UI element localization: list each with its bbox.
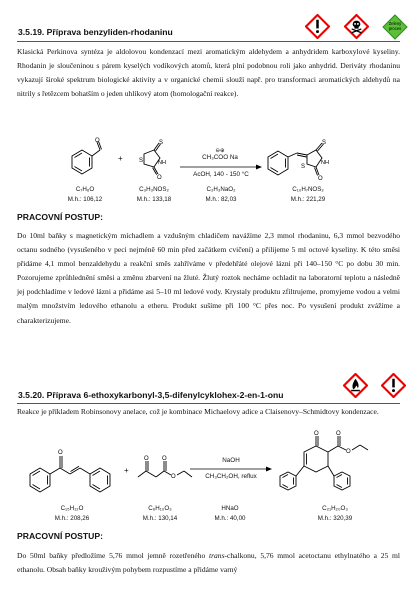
svg-text:O: O <box>162 456 167 462</box>
procedure-heading-1: PRACOVNÍ POSTUP: <box>17 212 103 222</box>
molar-mass: M.h.: 208,26 <box>54 515 90 522</box>
molar-mass: M.h.: 320,39 <box>317 515 353 522</box>
svg-text:NH: NH <box>321 160 329 166</box>
section1-intro: Klasická Perkinova syntéza je aldolovou kondenzací mezi aromatickým aldehydem a anhydridem karboxylové kyseliny. Rhodanin je sloučeninou s párem kyselých vodíkových atomů, která plní podobnou roli jako anhydrid. Deriváty rhodaninu vykazují široké spektrum biologické aktivity a v organické chemii slouží např. pro transformaci aromatických aldehydů na nitrily s řetězcem bohatším o jeden uhlíkový atom (homologační reakce). <box>17 47 400 99</box>
ghs-skull-icon <box>344 14 369 39</box>
section-title-3-5-19: 3.5.19. Příprava benzyliden-rhodaninu <box>18 27 173 37</box>
procedure-text-end: -chalkonu, 5,76 mmol acetoctanu ethylnatého a 25 ml ethanolu. Obsah baňky krouživým pohybem rozpustíme a přidáme varný <box>17 551 400 575</box>
benzaldehyde-structure <box>60 140 110 180</box>
svg-text:O: O <box>314 431 319 437</box>
svg-text:O: O <box>336 431 341 437</box>
section1-procedure: Do 10ml baňky s magnetickým míchadlem a vzdušným chladičem navážíme 2,3 mmol rhodaninu, 6,3 mmol bezvodého octanu sodného (vysušeného v peci nejméně 60 min před začátkem cvičení) a přilijeme 5 ml octové kyseliny. K této směsi přidáme 4,1 mmol benzaldehydu a reakční směs zahříváme v předehřáté olejové lázni při 140–150 °C po dobu 30 min. Pozorujeme zprůhlednění směsi a změnu zbarvení na žluté. Žlutý roztok necháme ochladit na laboratorní teplotu a následně jej podchladíme v ledové lázni a přidáme asi 5–10 ml ledové vody. Krystaly produktu zfiltrujeme, promyjeme vodou a velmi malým množstvím ledového ethanolu a etheru. Produkt sušíme při 100 °C přes noc. Po vysušení produkt zvážíme a charakterizujeme. <box>17 231 400 325</box>
reagent-top-text: CH₃COO Na <box>202 154 238 161</box>
compound-label-6 <box>130 504 190 524</box>
formula: C₂H₃NaO₂ <box>206 186 236 193</box>
benzylidene-rhodanine-structure <box>264 137 354 181</box>
molar-mass: M.h.: 82,03 <box>205 196 237 203</box>
plus-sign-2: + <box>124 466 129 475</box>
rhodanine-structure <box>132 140 172 180</box>
chalcone-structure <box>28 448 123 496</box>
formula: C₆H₁₀O₃ <box>148 505 172 512</box>
svg-text:S: S <box>301 164 306 170</box>
cyclohexenone-product-structure <box>276 432 394 510</box>
svg-text:O: O <box>157 175 162 181</box>
procedure-text-start: Do 50ml baňky předložíme 5,76 mmol jemně rozetřeného <box>17 551 209 560</box>
compound-label-5 <box>42 504 102 524</box>
formula: HNaO <box>221 505 239 512</box>
svg-text:O: O <box>171 474 176 480</box>
formula: C₃H₃NOS₂ <box>139 186 169 193</box>
molar-mass: M.h.: 106,12 <box>67 196 103 203</box>
svg-text:NH: NH <box>158 160 166 166</box>
procedure-text-trans: trans <box>209 551 225 560</box>
svg-text:O: O <box>58 450 63 456</box>
svg-text:O: O <box>318 176 323 182</box>
compound-label-3 <box>191 185 251 205</box>
procedure-heading-2: PRACOVNÍ POSTUP: <box>17 531 103 541</box>
ethyl-acetoacetate-structure <box>136 455 196 485</box>
reaction-arrow-1 <box>180 164 262 170</box>
formula: C₁₅H₁₂O <box>60 505 84 512</box>
ghs-flame-icon <box>343 373 368 398</box>
plus-sign-1: + <box>118 154 123 163</box>
section-divider <box>17 41 400 42</box>
svg-text:S: S <box>159 140 164 146</box>
ghs-exclamation-icon <box>305 14 330 39</box>
svg-text:S: S <box>139 158 144 164</box>
compound-label-2 <box>124 185 184 205</box>
svg-text:O: O <box>346 449 351 455</box>
formula: C₁₀H₇NOS₂ <box>292 186 324 193</box>
molar-mass: M.h.: 133,18 <box>136 196 172 203</box>
svg-text:O: O <box>95 138 100 144</box>
molar-mass: M.h.: 40,00 <box>214 515 246 522</box>
molar-mass: M.h.: 221,29 <box>290 196 326 203</box>
reaction-conditions-1: AcOH, 140 - 150 °C <box>193 171 249 178</box>
formula: C₇H₆O <box>75 186 95 193</box>
compound-label-4 <box>278 185 338 205</box>
reaction-conditions-2: CH₃CH₂OH, reflux <box>205 473 257 480</box>
svg-text:O: O <box>144 456 149 462</box>
formula: C₂₁H₂₀O₃ <box>322 505 348 512</box>
compound-label-8 <box>305 504 365 524</box>
green-badge-line-2: proces <box>388 25 402 31</box>
compound-label-7 <box>200 504 260 524</box>
reagent-sodium-acetate <box>180 148 260 161</box>
green-process-badge <box>382 14 408 40</box>
reagent-charges: ⊖⊕ <box>215 148 225 154</box>
compound-label-1 <box>55 185 115 205</box>
section-divider <box>17 403 400 404</box>
molar-mass: M.h.: 130,14 <box>142 515 178 522</box>
section2-intro: Reakce je příkladem Robinsonovy anelace, což je kombinace Michaelovy adice a Claisenovy–Schmidtovy kondenzace. <box>17 407 379 416</box>
svg-text:S: S <box>322 140 327 146</box>
section2-procedure <box>17 549 400 577</box>
ghs-exclamation-icon <box>381 373 406 398</box>
reagent-naoh: NaOH <box>222 457 240 464</box>
section-title-3-5-20: 3.5.20. Příprava 6-ethoxykarbonyl-3,5-difenylcyklohex-2-en-1-onu <box>18 390 284 400</box>
green-badge-line-1: Zelený <box>388 21 402 26</box>
reaction-arrow-2 <box>190 466 272 472</box>
